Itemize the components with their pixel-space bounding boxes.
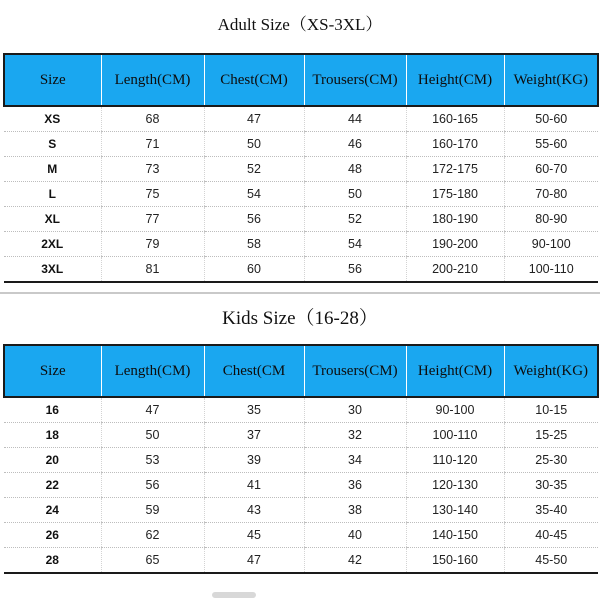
cell-length: 68 xyxy=(101,106,204,132)
header-weight: Weight(KG) xyxy=(504,54,598,106)
cell-weight: 70-80 xyxy=(504,182,598,207)
table-row xyxy=(4,548,598,574)
header-size: Size xyxy=(4,345,101,397)
cell-chest: 37 xyxy=(204,423,304,448)
adult-size-table xyxy=(3,53,599,283)
table-row xyxy=(4,448,598,473)
cell-size: 16 xyxy=(4,397,101,423)
cell-weight: 50-60 xyxy=(504,106,598,132)
cell-height: 90-100 xyxy=(406,397,504,423)
cell-length: 71 xyxy=(101,132,204,157)
cell-trousers: 36 xyxy=(304,473,406,498)
cell-chest: 45 xyxy=(204,523,304,548)
cell-length: 73 xyxy=(101,157,204,182)
cell-size: 18 xyxy=(4,423,101,448)
cell-length: 65 xyxy=(101,548,204,574)
cell-height: 110-120 xyxy=(406,448,504,473)
cell-chest: 43 xyxy=(204,498,304,523)
cell-chest: 50 xyxy=(204,132,304,157)
cell-chest: 39 xyxy=(204,448,304,473)
cell-trousers: 54 xyxy=(304,232,406,257)
cell-height: 200-210 xyxy=(406,257,504,283)
cell-size: 2XL xyxy=(4,232,101,257)
cell-length: 47 xyxy=(101,397,204,423)
cell-size: 3XL xyxy=(4,257,101,283)
header-chest: Chest(CM) xyxy=(204,54,304,106)
cell-height: 175-180 xyxy=(406,182,504,207)
cell-weight: 30-35 xyxy=(504,473,598,498)
cell-trousers: 46 xyxy=(304,132,406,157)
cell-height: 100-110 xyxy=(406,423,504,448)
cell-trousers: 56 xyxy=(304,257,406,283)
cell-size: L xyxy=(4,182,101,207)
header-size: Size xyxy=(4,54,101,106)
cell-length: 50 xyxy=(101,423,204,448)
table-row xyxy=(4,207,598,232)
cell-weight: 60-70 xyxy=(504,157,598,182)
cell-trousers: 32 xyxy=(304,423,406,448)
cell-trousers: 52 xyxy=(304,207,406,232)
cell-length: 81 xyxy=(101,257,204,283)
table-row xyxy=(4,523,598,548)
cell-size: 28 xyxy=(4,548,101,574)
cell-height: 150-160 xyxy=(406,548,504,574)
cell-height: 140-150 xyxy=(406,523,504,548)
cell-size: XL xyxy=(4,207,101,232)
table-header-row xyxy=(4,54,598,106)
cell-chest: 47 xyxy=(204,548,304,574)
table-row xyxy=(4,397,598,423)
cell-weight: 45-50 xyxy=(504,548,598,574)
cell-height: 160-165 xyxy=(406,106,504,132)
section-divider xyxy=(0,292,600,294)
cell-height: 190-200 xyxy=(406,232,504,257)
cell-height: 172-175 xyxy=(406,157,504,182)
cell-size: M xyxy=(4,157,101,182)
table-row xyxy=(4,498,598,523)
cell-size: S xyxy=(4,132,101,157)
cell-trousers: 40 xyxy=(304,523,406,548)
adult-size-title: Adult Size（XS-3XL） xyxy=(217,15,383,34)
cell-chest: 54 xyxy=(204,182,304,207)
cell-weight: 10-15 xyxy=(504,397,598,423)
cell-chest: 56 xyxy=(204,207,304,232)
cell-chest: 60 xyxy=(204,257,304,283)
cell-trousers: 34 xyxy=(304,448,406,473)
cell-trousers: 50 xyxy=(304,182,406,207)
cell-height: 160-170 xyxy=(406,132,504,157)
cell-weight: 15-25 xyxy=(504,423,598,448)
header-trousers: Trousers(CM) xyxy=(304,345,406,397)
cell-size: XS xyxy=(4,106,101,132)
cell-chest: 35 xyxy=(204,397,304,423)
cell-weight: 55-60 xyxy=(504,132,598,157)
cell-height: 130-140 xyxy=(406,498,504,523)
cell-chest: 47 xyxy=(204,106,304,132)
cell-weight: 25-30 xyxy=(504,448,598,473)
header-length: Length(CM) xyxy=(101,54,204,106)
cell-weight: 90-100 xyxy=(504,232,598,257)
table-header-row xyxy=(4,345,598,397)
table-row xyxy=(4,157,598,182)
header-height: Height(CM) xyxy=(406,345,504,397)
cell-weight: 80-90 xyxy=(504,207,598,232)
cell-weight: 40-45 xyxy=(504,523,598,548)
header-weight: Weight(KG) xyxy=(504,345,598,397)
cell-size: 26 xyxy=(4,523,101,548)
cell-chest: 52 xyxy=(204,157,304,182)
header-length: Length(CM) xyxy=(101,345,204,397)
cell-weight: 35-40 xyxy=(504,498,598,523)
cell-length: 79 xyxy=(101,232,204,257)
cell-length: 56 xyxy=(101,473,204,498)
table-row xyxy=(4,232,598,257)
cell-trousers: 30 xyxy=(304,397,406,423)
cell-length: 62 xyxy=(101,523,204,548)
cell-size: 24 xyxy=(4,498,101,523)
kids-size-title: Kids Size（16-28） xyxy=(222,308,378,329)
bottom-edge-mark xyxy=(212,592,256,598)
cell-size: 22 xyxy=(4,473,101,498)
cell-size: 20 xyxy=(4,448,101,473)
cell-chest: 41 xyxy=(204,473,304,498)
header-height: Height(CM) xyxy=(406,54,504,106)
header-chest: Chest(CM xyxy=(204,345,304,397)
table-row xyxy=(4,473,598,498)
cell-trousers: 42 xyxy=(304,548,406,574)
cell-trousers: 38 xyxy=(304,498,406,523)
header-trousers: Trousers(CM) xyxy=(304,54,406,106)
cell-chest: 58 xyxy=(204,232,304,257)
cell-trousers: 48 xyxy=(304,157,406,182)
cell-length: 75 xyxy=(101,182,204,207)
kids-size-table xyxy=(3,344,599,574)
table-row xyxy=(4,132,598,157)
cell-weight: 100-110 xyxy=(504,257,598,283)
cell-height: 120-130 xyxy=(406,473,504,498)
cell-trousers: 44 xyxy=(304,106,406,132)
cell-length: 77 xyxy=(101,207,204,232)
table-row xyxy=(4,106,598,132)
cell-height: 180-190 xyxy=(406,207,504,232)
table-row xyxy=(4,257,598,283)
cell-length: 59 xyxy=(101,498,204,523)
table-row xyxy=(4,182,598,207)
table-row xyxy=(4,423,598,448)
cell-length: 53 xyxy=(101,448,204,473)
